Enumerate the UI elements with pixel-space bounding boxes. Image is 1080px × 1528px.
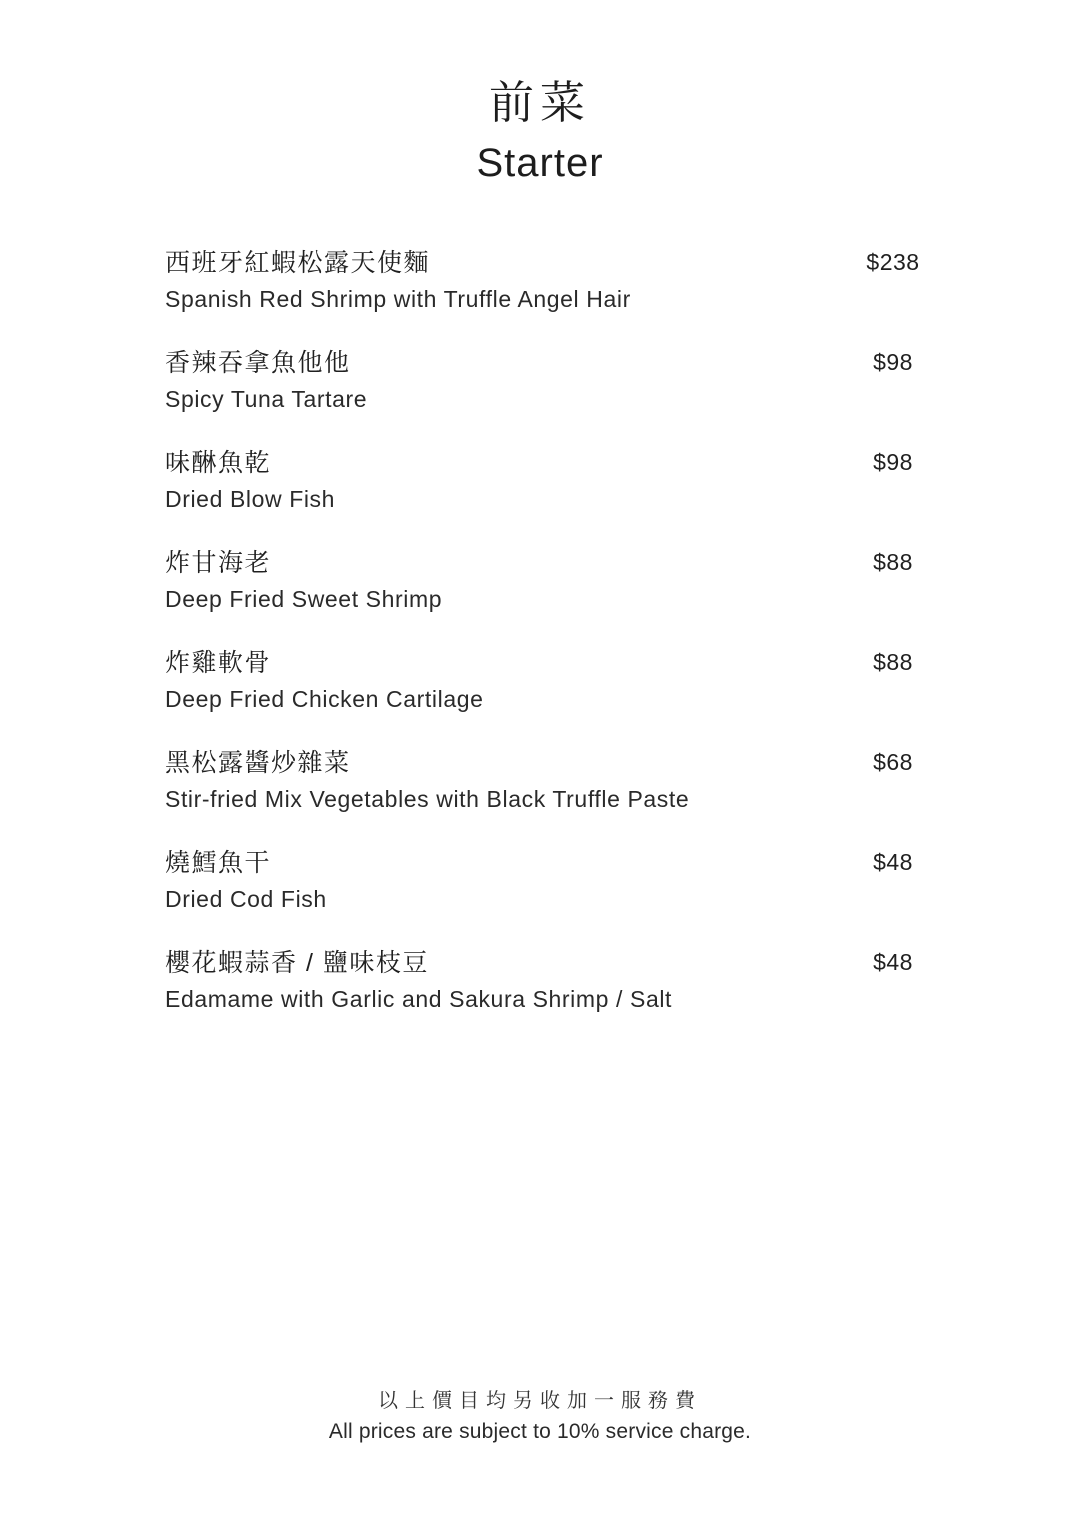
item-name-zh: 味醂魚乾 [165,449,272,477]
item-name-zh: 櫻花蝦蒜香 / 鹽味枝豆 [165,949,429,977]
item-name-en: Dried Blow Fish [165,486,336,512]
item-price: $98 [873,349,913,375]
service-charge-note-zh: 以上價目均另收加一服務費 [378,1390,702,1412]
item-name-zh: 炸雞軟骨 [165,649,272,677]
page-title-zh: 前菜 [488,77,591,128]
item-name-en: Dried Cod Fish [165,886,327,912]
menu-item [0,944,1080,1044]
menu-item [0,744,1080,844]
item-price: $48 [873,849,913,875]
menu-item [0,644,1080,744]
menu-item [0,344,1080,444]
service-charge-note [0,1386,1080,1448]
item-name-zh: 香辣吞拿魚他他 [165,349,351,377]
item-name-en: Stir-fried Mix Vegetables with Black Truffle Paste [165,786,690,812]
menu-item [0,844,1080,944]
item-price: $98 [873,449,913,475]
item-name-zh: 黑松露醬炒雜菜 [165,749,351,777]
item-name-zh: 炸甘海老 [165,549,272,577]
item-price: $48 [873,949,913,975]
menu-list [0,244,1080,1044]
item-name-zh: 西班牙紅蝦松露天使麵 [165,249,431,277]
item-name-en: Deep Fried Chicken Cartilage [165,686,484,712]
page-title-en: Starter [476,141,604,185]
item-name-en: Deep Fried Sweet Shrimp [165,586,443,612]
item-price: $238 [866,249,920,275]
menu-item [0,444,1080,544]
menu-header [0,0,1080,188]
menu-item [0,544,1080,644]
item-name-en: Edamame with Garlic and Sakura Shrimp / Salt [165,986,673,1012]
item-name-en: Spicy Tuna Tartare [165,386,368,412]
menu-item [0,244,1080,344]
item-price: $88 [873,649,913,675]
item-price: $88 [873,549,913,575]
item-name-zh: 燒鱈魚干 [165,849,272,877]
service-charge-note-en: All prices are subject to 10% service charge. [328,1420,752,1443]
item-price: $68 [873,749,913,775]
item-name-en: Spanish Red Shrimp with Truffle Angel Hair [165,286,631,312]
